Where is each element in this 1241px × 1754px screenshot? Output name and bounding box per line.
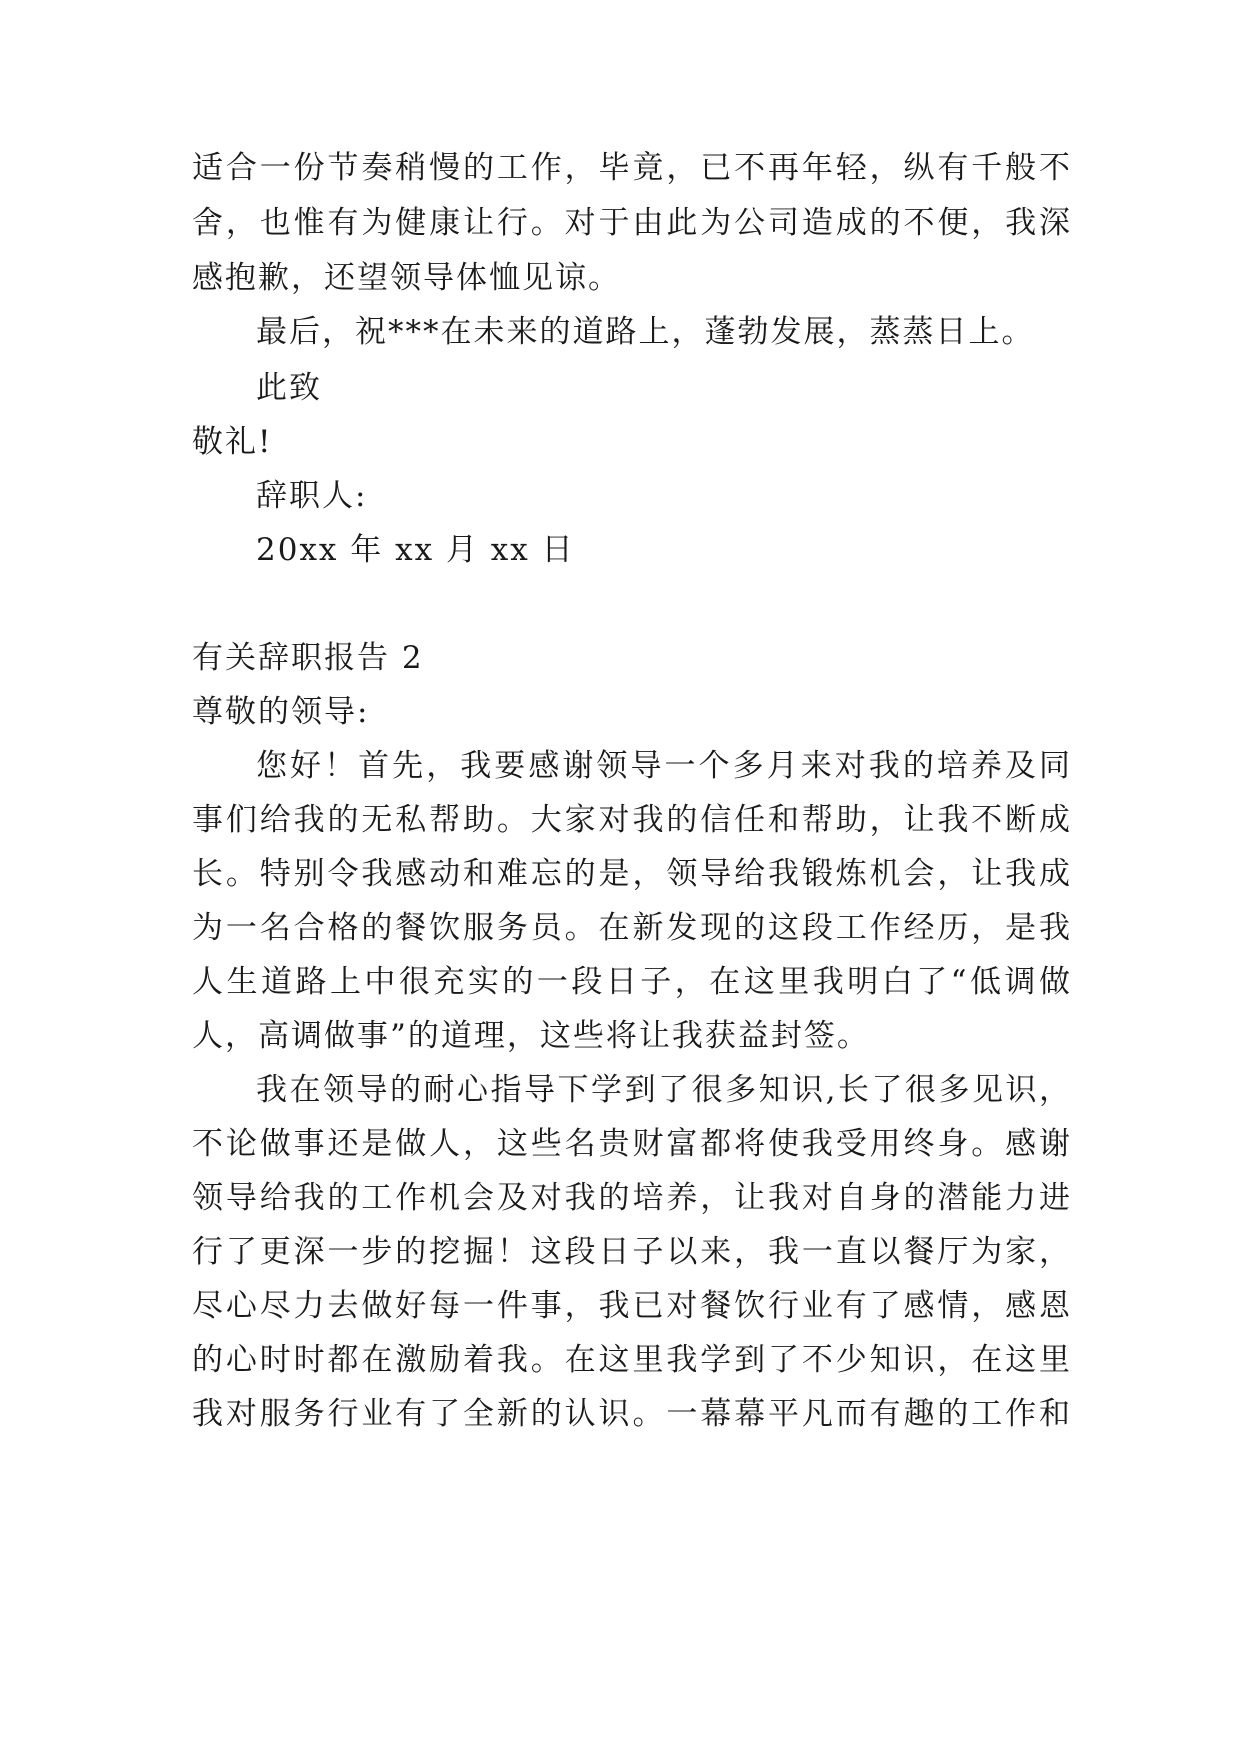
paragraph-line: 我对服务行业有了全新的认识。一幕幕平凡而有趣的工作和 [192, 1396, 1072, 1432]
paragraph-line: 长。特别令我感动和难忘的是，领导给我锻炼机会，让我成 [192, 856, 1072, 892]
section-title: 有关辞职报告 2 [192, 640, 424, 676]
salutation-close: 此致 [256, 370, 322, 406]
paragraph-line: 舍，也惟有为健康让行。对于由此为公司造成的不便，我深 [192, 205, 1072, 241]
paragraph-line: 不论做事还是做人，这些名贵财富都将使我受用终身。感谢 [192, 1126, 1072, 1162]
paragraph-line: 领导给我的工作机会及对我的培养，让我对自身的潜能力进 [192, 1180, 1072, 1216]
paragraph-line: 我在领导的耐心指导下学到了很多知识,长了很多见识， [256, 1072, 1072, 1108]
paragraph-line: 人，高调做事”的道理，这些将让我获益封签。 [192, 1018, 870, 1054]
signer-label: 辞职人: [256, 478, 368, 514]
paragraph-line: 事们给我的无私帮助。大家对我的信任和帮助，让我不断成 [192, 802, 1072, 838]
paragraph-line: 您好！首先，我要感谢领导一个多月来对我的培养及同 [256, 748, 1072, 784]
paragraph-line: 为一名合格的餐饮服务员。在新发现的这段工作经历，是我 [192, 910, 1072, 946]
respect-line: 敬礼! [192, 424, 273, 460]
closing-wish: 最后，祝***在未来的道路上，蓬勃发展，蒸蒸日上。 [256, 314, 1035, 350]
paragraph-line: 人生道路上中很充实的一段日子，在这里我明白了“低调做 [192, 964, 1072, 1000]
paragraph-line: 行了更深一步的挖掘！这段日子以来，我一直以餐厅为家， [192, 1234, 1072, 1270]
paragraph-line: 适合一份节奏稍慢的工作，毕竟，已不再年轻，纵有千般不 [192, 150, 1072, 186]
paragraph-line: 感抱歉，还望领导体恤见谅。 [192, 260, 621, 296]
paragraph-line: 尽心尽力去做好每一件事，我已对餐饮行业有了感情，感恩 [192, 1288, 1072, 1324]
greeting: 尊敬的领导: [192, 694, 370, 730]
date-line: 20xx 年 xx 月 xx 日 [256, 532, 575, 568]
paragraph-line: 的心时时都在激励着我。在这里我学到了不少知识，在这里 [192, 1342, 1072, 1378]
